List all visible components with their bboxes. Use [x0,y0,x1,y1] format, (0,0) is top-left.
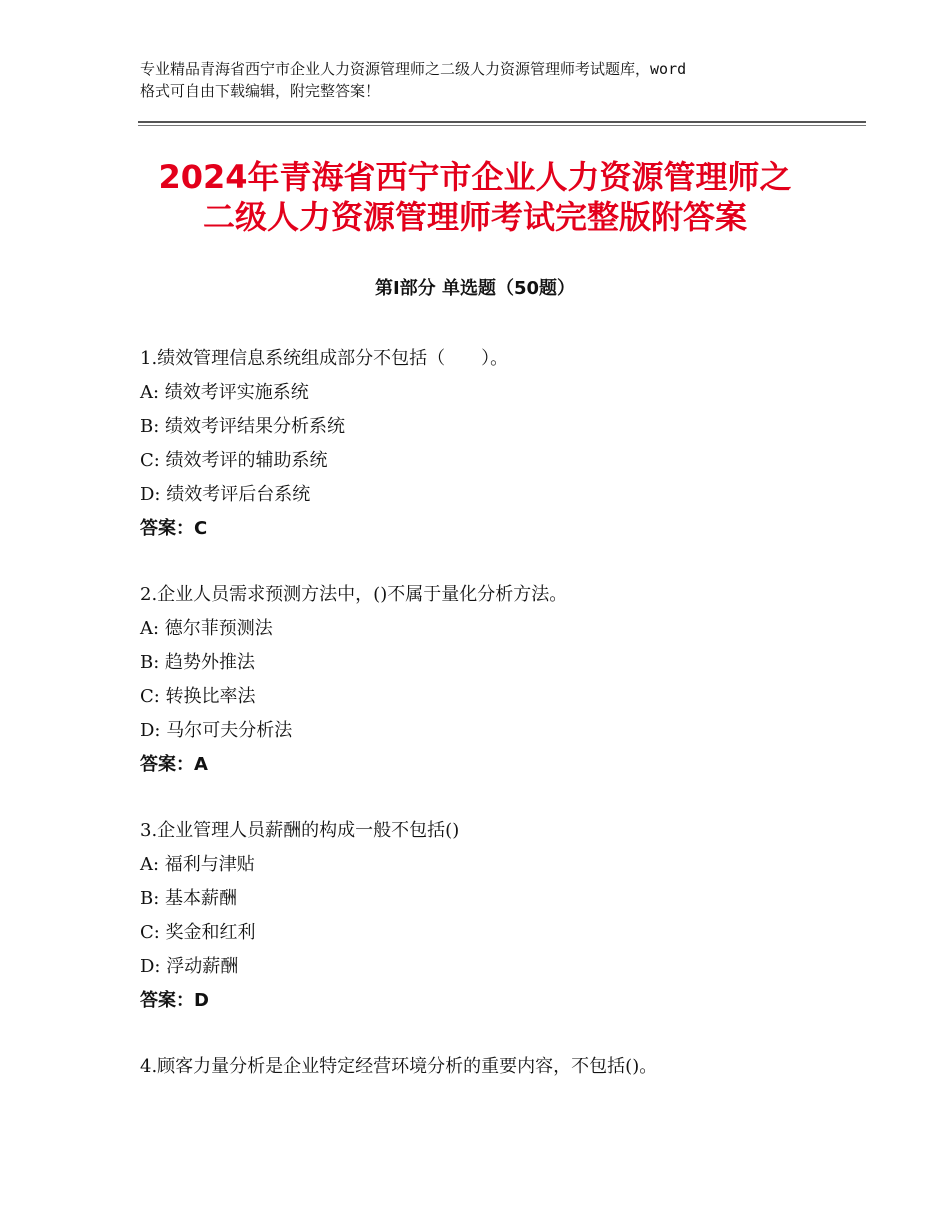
answer-label: 答案：C [140,518,208,539]
option-d: D: 马尔可夫分析法 [140,720,293,741]
document-title-line-1: 2024年青海省西宁市企业人力资源管理师之 [158,158,792,196]
header-note [140,58,830,102]
option-c: C: 绩效考评的辅助系统 [140,450,328,471]
question-1 [140,342,860,546]
question-stem: 4.顾客力量分析是企业特定经营环境分析的重要内容，不包括()。 [140,1056,658,1077]
header-divider-thick [138,121,866,123]
header-note-line-2: 格式可自由下载编辑，附完整答案！ [140,82,381,100]
answer-label: 答案：A [140,754,208,775]
question-3 [140,814,860,1018]
option-a: A: 福利与津贴 [140,854,255,875]
section-title: 第Ⅰ部分 单选题（50题） [374,278,575,299]
document-title [100,157,850,237]
option-a: A: 绩效考评实施系统 [140,382,309,403]
option-c: C: 转换比率法 [140,686,256,707]
question-stem: 2.企业人员需求预测方法中，()不属于量化分析方法。 [140,584,568,605]
option-a: A: 德尔菲预测法 [140,618,273,639]
question-stem: 1.绩效管理信息系统组成部分不包括（ ）。 [140,348,509,369]
question-stem: 3.企业管理人员薪酬的构成一般不包括() [140,820,460,841]
header-divider-thin [138,125,866,126]
option-d: D: 浮动薪酬 [140,956,239,977]
option-b: B: 绩效考评结果分析系统 [140,416,346,437]
question-4 [140,1050,860,1084]
question-list [140,342,860,1116]
option-c: C: 奖金和红利 [140,922,256,943]
document-title-line-2: 二级人力资源管理师考试完整版附答案 [202,198,747,236]
answer-label: 答案：D [140,990,209,1011]
option-b: B: 趋势外推法 [140,652,256,673]
header-note-line-1: 专业精品青海省西宁市企业人力资源管理师之二级人力资源管理师考试题库，word [140,60,687,78]
question-2 [140,578,860,782]
option-d: D: 绩效考评后台系统 [140,484,311,505]
option-b: B: 基本薪酬 [140,888,238,909]
